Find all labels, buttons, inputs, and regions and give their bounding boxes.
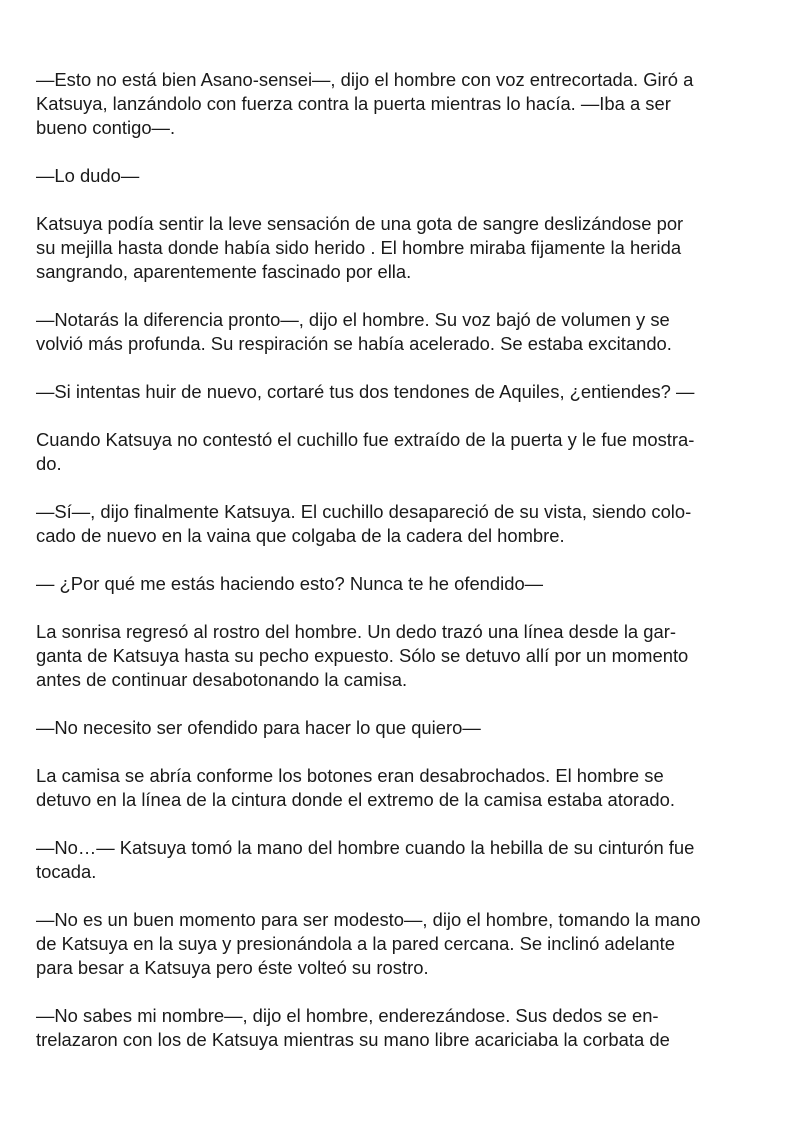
paragraph: — ¿Por qué me estás haciendo esto? Nunca te he ofendido— bbox=[36, 573, 544, 594]
paragraph: —No…— Katsuya tomó la mano del hombre cuando la hebilla de su cinturón fue tocada. bbox=[36, 837, 695, 882]
paragraph: La sonrisa regresó al rostro del hombre. Un dedo trazó una línea desde la gar- ganta de Katsuya hasta su pecho expuesto. Sólo se detuvo allí por un momento antes de continuar desabotonando la camisa. bbox=[36, 621, 689, 690]
paragraph: —Si intentas huir de nuevo, cortaré tus dos tendones de Aquiles, ¿entiendes? — bbox=[36, 381, 695, 402]
paragraph: —Sí—, dijo finalmente Katsuya. El cuchillo desapareció de su vista, siendo colo- cado de nuevo en la vaina que colgaba de la cadera del hombre. bbox=[36, 501, 692, 546]
paragraph: —Esto no está bien Asano-sensei—, dijo el hombre con voz entrecortada. Giró a Katsuya, lanzándolo con fuerza contra la puerta mientras lo hacía. —Iba a ser bueno contigo—. bbox=[36, 69, 694, 138]
paragraph: Cuando Katsuya no contestó el cuchillo fue extraído de la puerta y le fue mostra- do. bbox=[36, 429, 695, 474]
paragraph: —No sabes mi nombre—, dijo el hombre, enderezándose. Sus dedos se en- trelazaron con los de Katsuya mientras su mano libre acariciaba la corbata de bbox=[36, 1005, 670, 1050]
paragraph: —Lo dudo— bbox=[36, 165, 140, 186]
paragraph: La camisa se abría conforme los botones eran desabrochados. El hombre se detuvo en la línea de la cintura donde el extremo de la camisa estaba atorado. bbox=[36, 765, 675, 810]
document-page bbox=[36, 68, 775, 1052]
paragraph: —No necesito ser ofendido para hacer lo que quiero— bbox=[36, 717, 481, 738]
paragraph: Katsuya podía sentir la leve sensación de una gota de sangre deslizándose por su mejilla hasta donde había sido herido . El hombre miraba fijamente la herida sangrando, aparentemente fascinado por ella. bbox=[36, 213, 684, 282]
paragraph: —Notarás la diferencia pronto—, dijo el hombre. Su voz bajó de volumen y se volvió más profunda. Su respiración se había acelerado. Se estaba excitando. bbox=[36, 309, 672, 354]
paragraph: —No es un buen momento para ser modesto—, dijo el hombre, tomando la mano de Katsuya en la suya y presionándola a la pared cercana. Se inclinó adelante para besar a Katsuya pero éste volteó su rostro. bbox=[36, 909, 701, 978]
